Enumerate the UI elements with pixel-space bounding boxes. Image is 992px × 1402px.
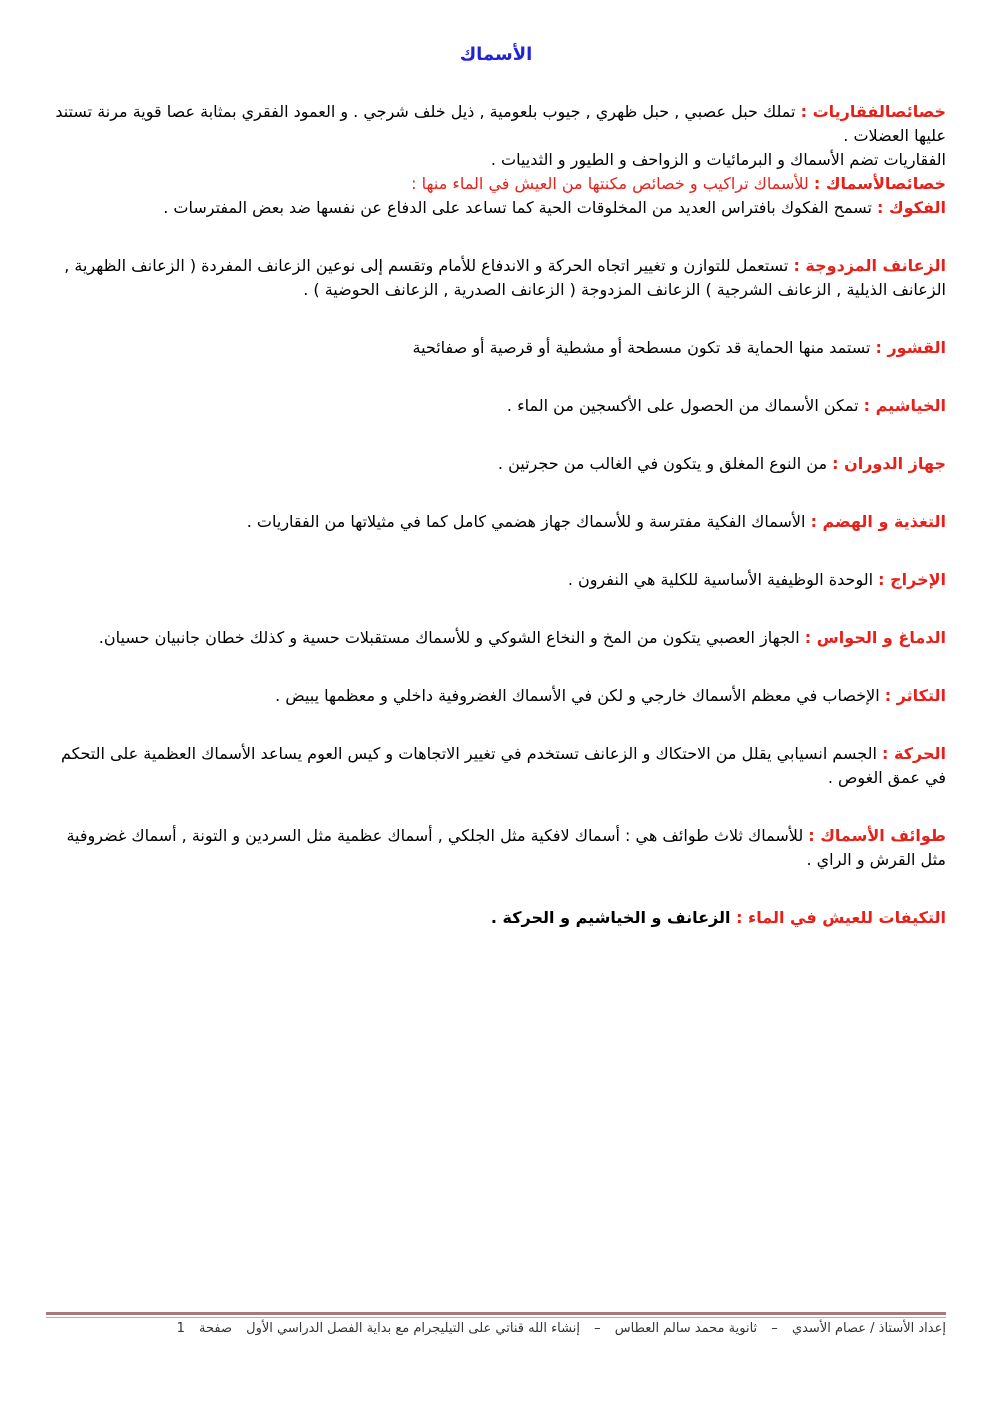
paragraph-text: الجسم انسيابي يقلل من الاحتكاك و الزعانف تستخدم في تغيير الاتجاهات و كيس العوم يساعد الأسماك العظمية على التحكم في عمق الغوص . bbox=[60, 744, 946, 787]
paragraph-scales bbox=[46, 336, 946, 360]
term-paired-fins: الزعانف المزدوجة : bbox=[793, 256, 946, 275]
spacer bbox=[46, 592, 946, 626]
paragraph-vertebrates bbox=[46, 100, 946, 172]
spacer bbox=[46, 650, 946, 684]
paragraph-text: الأسماك الفكية مفترسة و للأسماك جهاز هضمي كامل كما في مثيلاتها من الفقاريات . bbox=[246, 512, 811, 531]
term-scales: القشور : bbox=[875, 338, 946, 357]
term-movement: الحركة : bbox=[882, 744, 946, 763]
term-fish-features: خصائصالأسماك : bbox=[813, 174, 946, 193]
page-title: الأسماك bbox=[459, 44, 533, 65]
document-body bbox=[46, 100, 946, 930]
paragraph-extra: الفقاريات تضم الأسماك و البرمائيات و الزواحف و الطيور و الثدييات . bbox=[490, 150, 946, 169]
paragraph-text: الإخصاب في معظم الأسماك خارجي و لكن في الأسماك الغضروفية داخلي و معظمها يبيض . bbox=[275, 686, 885, 705]
spacer bbox=[46, 872, 946, 906]
spacer bbox=[46, 418, 946, 452]
spacer bbox=[46, 534, 946, 568]
paragraph-text: تستعمل للتوازن و تغيير اتجاه الحركة و الاندفاع للأمام وتقسم إلى نوعين الزعانف المفردة ( الزعانف الظهرية , الزعانف الذيلية , الزعانف الشرجية ) الزعانف المزدوجة ( الزعانف الصدرية , الزعانف الحوضية ) . bbox=[64, 256, 946, 299]
paragraph-gills bbox=[46, 394, 946, 418]
term-fish-classes: طوائف الأسماك : bbox=[808, 826, 946, 845]
paragraph-excretion bbox=[46, 568, 946, 592]
paragraph-movement bbox=[46, 742, 946, 790]
term-gills: الخياشيم : bbox=[863, 396, 946, 415]
paragraph-text: تملك حبل عصبي , حبل ظهري , جيوب بلعومية , ذيل خلف شرجي . و العمود الفقري بمثابة عصا قوية مرنة تستند عليها العضلات . bbox=[55, 102, 946, 145]
spacer bbox=[46, 302, 946, 336]
paragraph-brain-senses bbox=[46, 626, 946, 650]
footer-author: إعداد الأستاذ / عصام الأسدي bbox=[791, 1321, 946, 1336]
spacer bbox=[46, 708, 946, 742]
paragraph-fish-features bbox=[46, 172, 946, 196]
paragraph-circulation bbox=[46, 452, 946, 476]
paragraph-text: الوحدة الوظيفية الأساسية للكلية هي النفرون . bbox=[567, 570, 879, 589]
term-brain-senses: الدماغ و الحواس : bbox=[804, 628, 946, 647]
footer-page-label: صفحة bbox=[199, 1321, 233, 1336]
footer-page-number: 1 bbox=[176, 1321, 185, 1336]
spacer bbox=[46, 220, 946, 254]
paragraph-text: للأسماك ثلاث طوائف هي : أسماك لافكية مثل الجلكي , أسماك عظمية مثل السردين و التونة , أسماك غضروفية مثل القرش و الراي . bbox=[66, 826, 946, 869]
paragraph-bold-text: الزعانف و الخياشيم و الحركة . bbox=[490, 908, 737, 927]
footer-divider-thin bbox=[46, 1317, 946, 1318]
paragraph-digestion bbox=[46, 510, 946, 534]
term-adaptations: التكيفات للعيش في الماء : bbox=[736, 908, 946, 927]
paragraph-reproduction bbox=[46, 684, 946, 708]
spacer bbox=[46, 360, 946, 394]
paragraph-text: تسمح الفكوك بافتراس العديد من المخلوقات الحية كما تساعد على الدفاع عن نفسها ضد بعض المفترسات . bbox=[163, 198, 878, 217]
footer-divider bbox=[46, 1312, 946, 1315]
footer-separator: – bbox=[771, 1321, 778, 1336]
term-jaws: الفكوك : bbox=[877, 198, 946, 217]
footer-separator: – bbox=[594, 1321, 601, 1336]
paragraph-fins bbox=[46, 254, 946, 302]
term-excretion: الإخراج : bbox=[878, 570, 946, 589]
paragraph-text: تستمد منها الحماية قد تكون مسطحة أو مشطية أو قرصية أو صفائحية bbox=[412, 338, 876, 357]
term-nutrition-digestion: التغذية و الهضم : bbox=[810, 512, 946, 531]
term-circulatory-system: جهاز الدوران : bbox=[832, 454, 946, 473]
paragraph-jaws bbox=[46, 196, 946, 220]
paragraph-text: من النوع المغلق و يتكون في الغالب من حجرتين . bbox=[497, 454, 833, 473]
page-footer bbox=[46, 1321, 946, 1336]
footer-note: إنشاء الله قناتي على التيليجرام مع بداية الفصل الدراسي الأول bbox=[246, 1321, 580, 1336]
paragraph-red-text: للأسماك تراكيب و خصائص مكنتها من العيش في الماء منها : bbox=[411, 174, 814, 193]
footer-school: ثانوية محمد سالم العطاس bbox=[614, 1321, 758, 1336]
paragraph-adaptations bbox=[46, 906, 946, 930]
term-reproduction: التكاثر : bbox=[884, 686, 946, 705]
spacer bbox=[46, 476, 946, 510]
paragraph-text: تمكن الأسماك من الحصول على الأكسجين من الماء . bbox=[506, 396, 864, 415]
paragraph-text: الجهاز العصبي يتكون من المخ و النخاع الشوكي و للأسماك مستقبلات حسية و كذلك خطان جانبيان حسيان. bbox=[98, 628, 805, 647]
spacer bbox=[46, 790, 946, 824]
term-vertebrate-features: خصائصالفقاريات : bbox=[800, 102, 946, 121]
paragraph-fish-classes bbox=[46, 824, 946, 872]
